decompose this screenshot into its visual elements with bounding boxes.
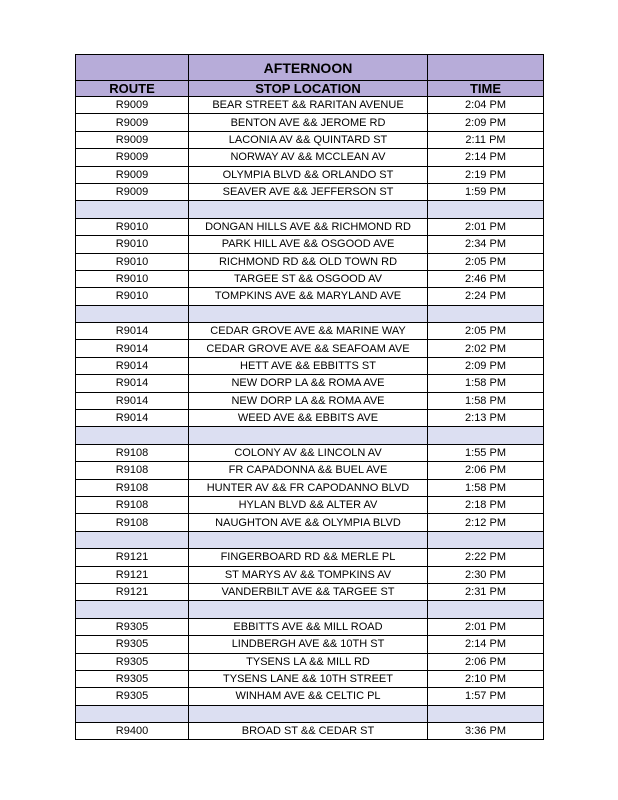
time-cell: 2:10 PM (428, 670, 544, 687)
separator-cell (428, 427, 544, 444)
table-row (76, 670, 544, 687)
table-row (76, 253, 544, 270)
route-cell: R9010 (76, 218, 189, 235)
stop-location-cell: DONGAN HILLS AVE && RICHMOND RD (189, 218, 428, 235)
group-separator-row (76, 705, 544, 722)
route-cell: R9400 (76, 723, 189, 740)
time-cell: 2:30 PM (428, 566, 544, 583)
time-cell: 2:09 PM (428, 114, 544, 131)
time-cell: 2:11 PM (428, 131, 544, 148)
route-cell: R9009 (76, 97, 189, 114)
route-cell: R9009 (76, 166, 189, 183)
table-row (76, 462, 544, 479)
separator-cell (189, 531, 428, 548)
stop-location-cell: FINGERBOARD RD && MERLE PL (189, 549, 428, 566)
separator-cell (189, 705, 428, 722)
separator-cell (428, 705, 544, 722)
time-cell: 2:24 PM (428, 288, 544, 305)
schedule-sheet (75, 54, 543, 740)
route-cell: R9305 (76, 688, 189, 705)
table-row (76, 375, 544, 392)
route-cell: R9010 (76, 270, 189, 287)
table-row (76, 653, 544, 670)
table-row (76, 392, 544, 409)
table-row (76, 618, 544, 635)
table-row (76, 183, 544, 200)
group-separator-row (76, 201, 544, 218)
route-cell: R9121 (76, 549, 189, 566)
route-cell: R9010 (76, 253, 189, 270)
stop-location-cell: PARK HILL AVE && OSGOOD AVE (189, 236, 428, 253)
table-row (76, 218, 544, 235)
stop-location-cell: BENTON AVE && JEROME RD (189, 114, 428, 131)
time-cell: 2:46 PM (428, 270, 544, 287)
stop-location-cell: LACONIA AV && QUINTARD ST (189, 131, 428, 148)
stop-location-cell: BROAD ST && CEDAR ST (189, 723, 428, 740)
table-row (76, 723, 544, 740)
time-cell: 2:34 PM (428, 236, 544, 253)
route-cell: R9108 (76, 479, 189, 496)
title-row (76, 55, 544, 81)
separator-cell (428, 305, 544, 322)
table-row (76, 583, 544, 600)
table-row (76, 114, 544, 131)
table-row (76, 236, 544, 253)
separator-cell (76, 305, 189, 322)
stop-location-cell: NORWAY AV && MCCLEAN AV (189, 149, 428, 166)
table-row (76, 496, 544, 513)
group-separator-row (76, 531, 544, 548)
route-cell: R9014 (76, 392, 189, 409)
stop-location-cell: RICHMOND RD && OLD TOWN RD (189, 253, 428, 270)
table-row (76, 166, 544, 183)
route-cell: R9014 (76, 357, 189, 374)
route-cell: R9009 (76, 183, 189, 200)
route-cell: R9014 (76, 323, 189, 340)
time-cell: 1:55 PM (428, 444, 544, 461)
stop-location-cell: EBBITTS AVE && MILL ROAD (189, 618, 428, 635)
stop-location-cell: HETT AVE && EBBITTS ST (189, 357, 428, 374)
stop-location-cell: SEAVER AVE && JEFFERSON ST (189, 183, 428, 200)
stop-location-cell: TOMPKINS AVE && MARYLAND AVE (189, 288, 428, 305)
time-cell: 2:19 PM (428, 166, 544, 183)
route-cell: R9305 (76, 636, 189, 653)
stop-location-cell: FR CAPADONNA && BUEL AVE (189, 462, 428, 479)
route-cell: R9108 (76, 444, 189, 461)
time-cell: 2:05 PM (428, 253, 544, 270)
stop-location-cell: NEW DORP LA && ROMA AVE (189, 375, 428, 392)
time-cell: 2:12 PM (428, 514, 544, 531)
time-cell: 2:01 PM (428, 618, 544, 635)
route-cell: R9121 (76, 566, 189, 583)
stop-location-cell: OLYMPIA BLVD && ORLANDO ST (189, 166, 428, 183)
time-cell: 2:02 PM (428, 340, 544, 357)
route-cell: R9009 (76, 149, 189, 166)
separator-cell (76, 601, 189, 618)
route-cell: R9108 (76, 496, 189, 513)
route-cell: R9305 (76, 670, 189, 687)
table-row (76, 149, 544, 166)
separator-cell (428, 531, 544, 548)
time-cell: 2:05 PM (428, 323, 544, 340)
time-cell: 2:06 PM (428, 653, 544, 670)
time-cell: 3:36 PM (428, 723, 544, 740)
time-cell: 2:09 PM (428, 357, 544, 374)
route-cell: R9108 (76, 462, 189, 479)
header-row (76, 81, 544, 97)
group-separator-row (76, 601, 544, 618)
stop-location-cell: BEAR STREET && RARITAN AVENUE (189, 97, 428, 114)
separator-cell (428, 601, 544, 618)
table-row (76, 357, 544, 374)
time-cell: 2:13 PM (428, 410, 544, 427)
group-separator-row (76, 427, 544, 444)
route-cell: R9014 (76, 410, 189, 427)
table-row (76, 479, 544, 496)
separator-cell (76, 705, 189, 722)
separator-cell (76, 531, 189, 548)
time-cell: 2:18 PM (428, 496, 544, 513)
time-cell: 2:06 PM (428, 462, 544, 479)
stop-location-cell: TARGEE ST && OSGOOD AV (189, 270, 428, 287)
table-row (76, 549, 544, 566)
afternoon-schedule-table (75, 54, 544, 740)
time-cell: 1:58 PM (428, 392, 544, 409)
separator-cell (76, 427, 189, 444)
title-cell-blank-left (76, 55, 189, 81)
group-separator-row (76, 305, 544, 322)
route-cell: R9014 (76, 375, 189, 392)
stop-location-cell: TYSENS LANE && 10TH STREET (189, 670, 428, 687)
stop-location-cell: COLONY AV && LINCOLN AV (189, 444, 428, 461)
table-row (76, 270, 544, 287)
route-cell: R9009 (76, 131, 189, 148)
route-cell: R9305 (76, 618, 189, 635)
table-row (76, 688, 544, 705)
stop-location-cell: LINDBERGH AVE && 10TH ST (189, 636, 428, 653)
separator-cell (76, 201, 189, 218)
route-column-header: ROUTE (76, 81, 189, 97)
stop-location-cell: HUNTER AV && FR CAPODANNO BLVD (189, 479, 428, 496)
route-cell: R9305 (76, 653, 189, 670)
time-cell: 1:59 PM (428, 183, 544, 200)
time-cell: 2:31 PM (428, 583, 544, 600)
stop-location-cell: NEW DORP LA && ROMA AVE (189, 392, 428, 409)
route-cell: R9010 (76, 288, 189, 305)
table-row (76, 444, 544, 461)
separator-cell (428, 201, 544, 218)
time-cell: 2:22 PM (428, 549, 544, 566)
time-cell: 2:14 PM (428, 149, 544, 166)
route-cell: R9108 (76, 514, 189, 531)
stop-location-column-header: STOP LOCATION (189, 81, 428, 97)
table-row (76, 288, 544, 305)
schedule-body (76, 97, 544, 740)
time-cell: 1:58 PM (428, 375, 544, 392)
stop-location-cell: ST MARYS AV && TOMPKINS AV (189, 566, 428, 583)
table-row (76, 340, 544, 357)
stop-location-cell: CEDAR GROVE AVE && MARINE WAY (189, 323, 428, 340)
time-cell: 2:04 PM (428, 97, 544, 114)
stop-location-cell: WINHAM AVE && CELTIC PL (189, 688, 428, 705)
stop-location-cell: HYLAN BLVD && ALTER AV (189, 496, 428, 513)
stop-location-cell: NAUGHTON AVE && OLYMPIA BLVD (189, 514, 428, 531)
route-cell: R9014 (76, 340, 189, 357)
stop-location-cell: WEED AVE && EBBITS AVE (189, 410, 428, 427)
route-cell: R9121 (76, 583, 189, 600)
time-cell: 1:58 PM (428, 479, 544, 496)
title-cell-blank-right (428, 55, 544, 81)
stop-location-cell: CEDAR GROVE AVE && SEAFOAM AVE (189, 340, 428, 357)
stop-location-cell: TYSENS LA && MILL RD (189, 653, 428, 670)
table-row (76, 97, 544, 114)
table-row (76, 566, 544, 583)
separator-cell (189, 601, 428, 618)
time-column-header: TIME (428, 81, 544, 97)
table-row (76, 410, 544, 427)
route-cell: R9009 (76, 114, 189, 131)
time-cell: 2:14 PM (428, 636, 544, 653)
table-row (76, 323, 544, 340)
route-cell: R9010 (76, 236, 189, 253)
table-row (76, 636, 544, 653)
time-cell: 1:57 PM (428, 688, 544, 705)
period-title: AFTERNOON (189, 55, 428, 81)
table-row (76, 131, 544, 148)
time-cell: 2:01 PM (428, 218, 544, 235)
separator-cell (189, 305, 428, 322)
stop-location-cell: VANDERBILT AVE && TARGEE ST (189, 583, 428, 600)
separator-cell (189, 201, 428, 218)
table-row (76, 514, 544, 531)
separator-cell (189, 427, 428, 444)
